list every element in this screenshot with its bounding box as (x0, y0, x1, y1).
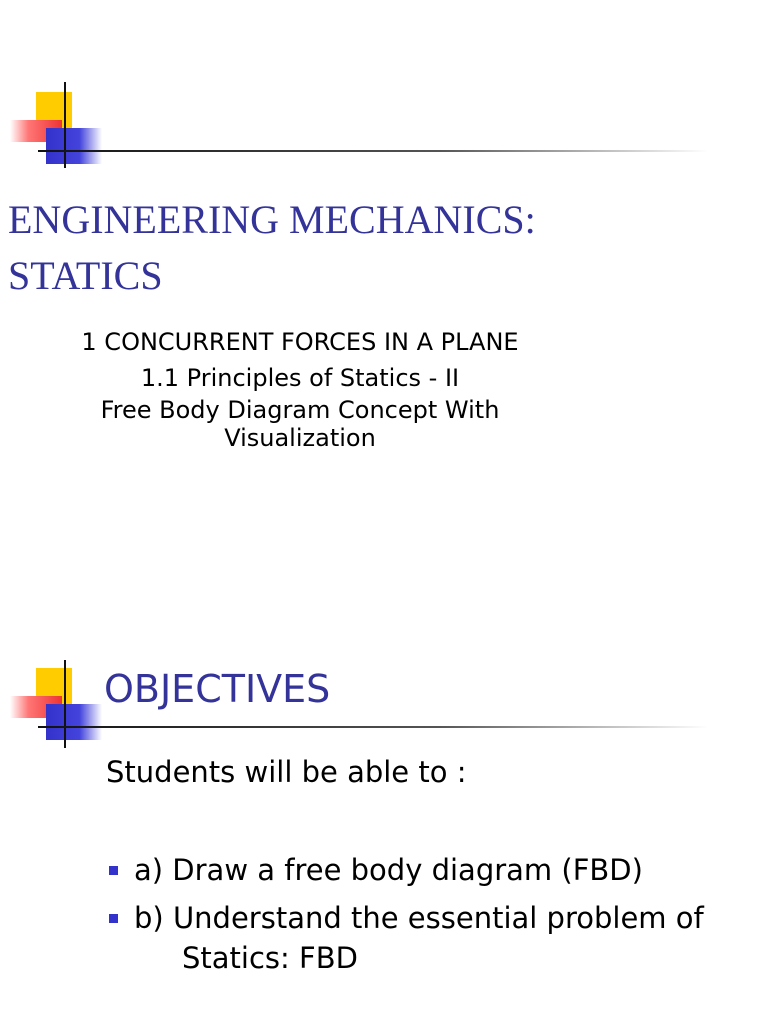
subtitle-line-1: 1 CONCURRENT FORCES IN A PLANE (81, 328, 519, 356)
title-line-1: ENGINEERING MECHANICS: (8, 197, 536, 242)
subtitle-block (30, 324, 570, 452)
header-rule (38, 150, 708, 152)
section-title: OBJECTIVES (104, 667, 331, 711)
list-item-text: a) Draw a free body diagram (FBD) (134, 853, 643, 887)
list-item-text: b) Understand the essential problem of (134, 901, 704, 935)
subtitle-line-3: Free Body Diagram Concept With (100, 396, 500, 424)
corner-ornament-icon (10, 660, 110, 750)
square-bullet-icon (109, 866, 118, 875)
subtitle-line-2: 1.1 Principles of Statics - II (140, 364, 460, 392)
subtitle-line-4: Visualization (224, 424, 376, 452)
section-rule (38, 726, 708, 728)
list-item-continuation: Statics: FBD (182, 941, 358, 975)
intro-text: Students will be able to : (106, 755, 467, 789)
objectives-slide (0, 512, 768, 1024)
corner-ornament-icon (10, 82, 110, 172)
list-item (106, 898, 756, 978)
page-title (8, 192, 536, 304)
title-line-2: STATICS (8, 253, 163, 298)
list-item (106, 850, 756, 890)
square-bullet-icon (109, 914, 118, 923)
objectives-list (106, 850, 756, 986)
